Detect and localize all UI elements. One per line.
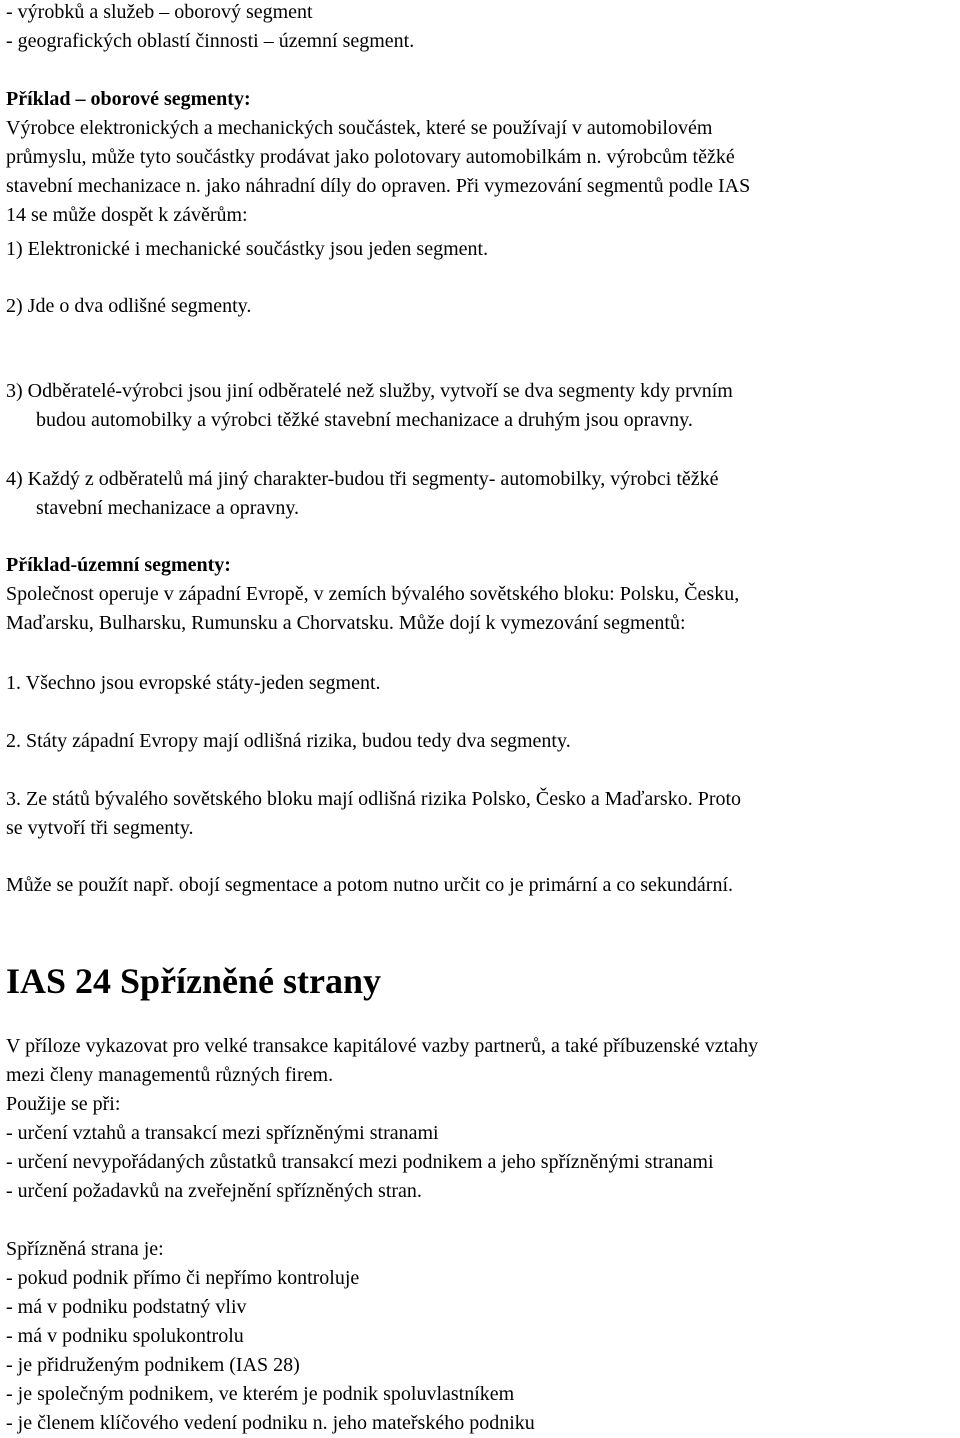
section-heading: Příklad-územní segmenty: bbox=[6, 554, 231, 576]
text-line: Spřízněná strana je: bbox=[6, 1238, 164, 1260]
text-line: Může se použít např. obojí segmentace a potom nutno určit co je primární a co sekundární. bbox=[6, 874, 734, 896]
text-line: mezi členy managementů různých firem. bbox=[6, 1064, 334, 1086]
list-item: - určení vztahů a transakcí mezi spřízněnými stranami bbox=[6, 1122, 439, 1144]
text-line: 1) Elektronické i mechanické součástky jsou jeden segment. bbox=[6, 238, 489, 260]
section-heading: Příklad – oborové segmenty: bbox=[6, 88, 251, 110]
text-line: - geografických oblastí činnosti – územní segment. bbox=[6, 30, 415, 52]
list-item: - pokud podnik přímo či nepřímo kontroluje bbox=[6, 1267, 360, 1289]
text-line: Výrobce elektronických a mechanických součástek, které se používají v automobilovém bbox=[6, 117, 713, 139]
text-line: V příloze vykazovat pro velké transakce kapitálové vazby partnerů, a také příbuzenské vztahy bbox=[6, 1035, 759, 1057]
list-item: - je společným podnikem, ve kterém je podnik spoluvlastníkem bbox=[6, 1383, 515, 1405]
text-line: budou automobilky a výrobci těžké stavební mechanizace a druhým jsou opravny. bbox=[36, 409, 693, 431]
text-line: 14 se může dospět k závěrům: bbox=[6, 204, 248, 226]
text-line: 2. Státy západní Evropy mají odlišná rizika, budou tedy dva segmenty. bbox=[6, 730, 571, 752]
text-line: - výrobků a služeb – oborový segment bbox=[6, 1, 313, 23]
text-line: 1. Všechno jsou evropské státy-jeden segment. bbox=[6, 672, 381, 694]
text-line: 3. Ze států bývalého sovětského bloku mají odlišná rizika Polsko, Česko a Maďarsko. Proto bbox=[6, 788, 742, 810]
text-line: Společnost operuje v západní Evropě, v zemích bývalého sovětského bloku: Polsku, Česku, bbox=[6, 583, 740, 605]
list-item: - má v podniku podstatný vliv bbox=[6, 1296, 247, 1318]
list-item: - určení nevypořádaných zůstatků transakcí mezi podnikem a jeho spřízněnými stranami bbox=[6, 1151, 714, 1173]
text-line: 4) Každý z odběratelů má jiný charakter-budou tři segmenty- automobilky, výrobci těžké bbox=[6, 468, 719, 490]
list-item: - je členem klíčového vedení podniku n. jeho mateřského podniku bbox=[6, 1412, 535, 1434]
text-line: 3) Odběratelé-výrobci jsou jiní odběratelé než služby, vytvoří se dva segmenty kdy prvním bbox=[6, 380, 733, 402]
text-line: stavební mechanizace a opravny. bbox=[36, 497, 300, 519]
text-line: Použije se při: bbox=[6, 1093, 121, 1115]
text-line: se vytvoří tři segmenty. bbox=[6, 817, 194, 839]
list-item: - určení požadavků na zveřejnění spřízněných stran. bbox=[6, 1180, 422, 1202]
text-line: Maďarsku, Bulharsku, Rumunsku a Chorvatsku. Může dojí k vymezování segmentů: bbox=[6, 612, 686, 634]
page-heading: IAS 24 Spřízněné strany bbox=[6, 961, 382, 1001]
text-line: stavební mechanizace n. jako náhradní díly do opraven. Při vymezování segmentů podle IAS bbox=[6, 175, 751, 197]
text-line: průmyslu, může tyto součástky prodávat jako polotovary automobilkám n. výrobcům těžké bbox=[6, 146, 735, 168]
list-item: - je přidruženým podnikem (IAS 28) bbox=[6, 1354, 300, 1376]
text-line: 2) Jde o dva odlišné segmenty. bbox=[6, 295, 252, 317]
list-item: - má v podniku spolukontrolu bbox=[6, 1325, 244, 1347]
